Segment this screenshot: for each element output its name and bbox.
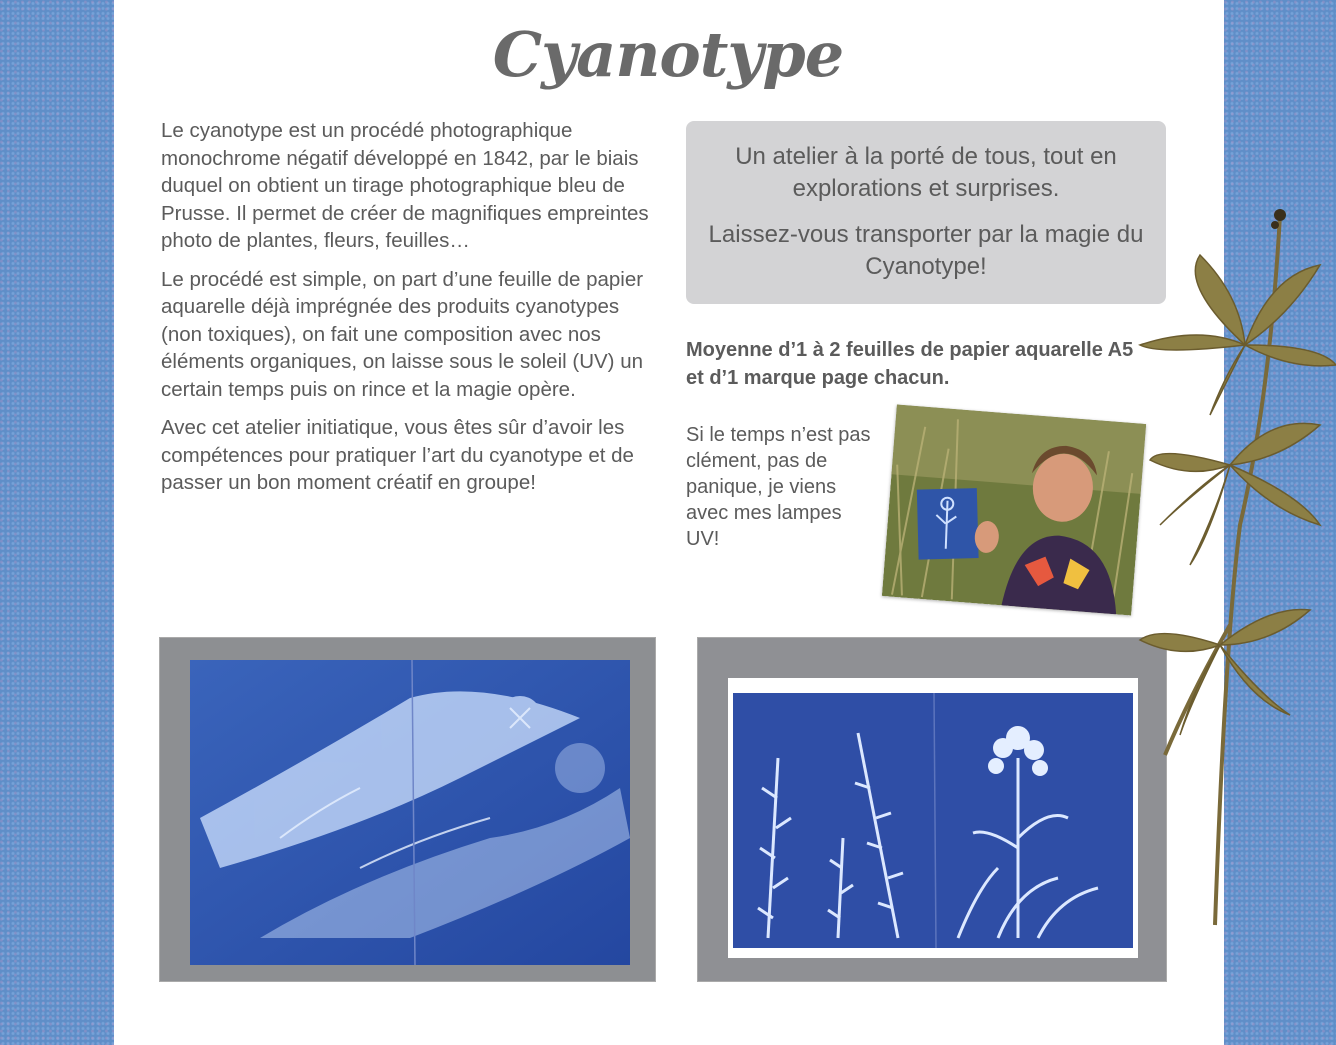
instructor-photo bbox=[882, 404, 1146, 615]
uv-lamp-note: Si le temps n’est pas clément, pas de panique, je viens avec mes lampes UV! bbox=[686, 424, 871, 550]
highlight-line-2: Laissez-vous transporter par la magie du Cyanotype! bbox=[708, 221, 1144, 280]
right-blue-border bbox=[1224, 0, 1336, 1045]
cyanotype-print-right bbox=[698, 638, 1166, 981]
intro-paragraph-1: Le cyanotype est un procédé photographique monochrome négatif développé en 1842, par le biais duquel on obtient un tirage photographique bleu de Prusse. Il permet de créer de magnifiques empreintes photo de plantes, fleurs, feuilles… bbox=[161, 119, 649, 252]
highlight-box bbox=[686, 121, 1166, 304]
materials-note: Moyenne d’1 à 2 feuilles de papier aquarelle A5 et d’1 marque page chacun. bbox=[686, 339, 1134, 389]
page-title: Cyanotype bbox=[492, 18, 844, 91]
intro-paragraph-3: Avec cet atelier initiatique, vous êtes sûr d’avoir les compétences pour pratiquer l’art du cyanotype et de passer un bon moment créatif en groupe! bbox=[161, 416, 634, 494]
intro-text bbox=[161, 117, 661, 508]
intro-paragraph-2: Le procédé est simple, on part d’une feuille de papier aquarelle déjà imprégnée des produits cyanotypes (non toxiques), on fait une composition avec nos éléments organiques, on laisse sous le soleil (UV) un certain temps puis on rince et la magie opère. bbox=[161, 267, 644, 401]
cyanotype-print-left bbox=[160, 638, 655, 981]
left-blue-border bbox=[0, 0, 114, 1045]
highlight-line-1: Un atelier à la porté de tous, tout en explorations et surprises. bbox=[735, 143, 1117, 202]
